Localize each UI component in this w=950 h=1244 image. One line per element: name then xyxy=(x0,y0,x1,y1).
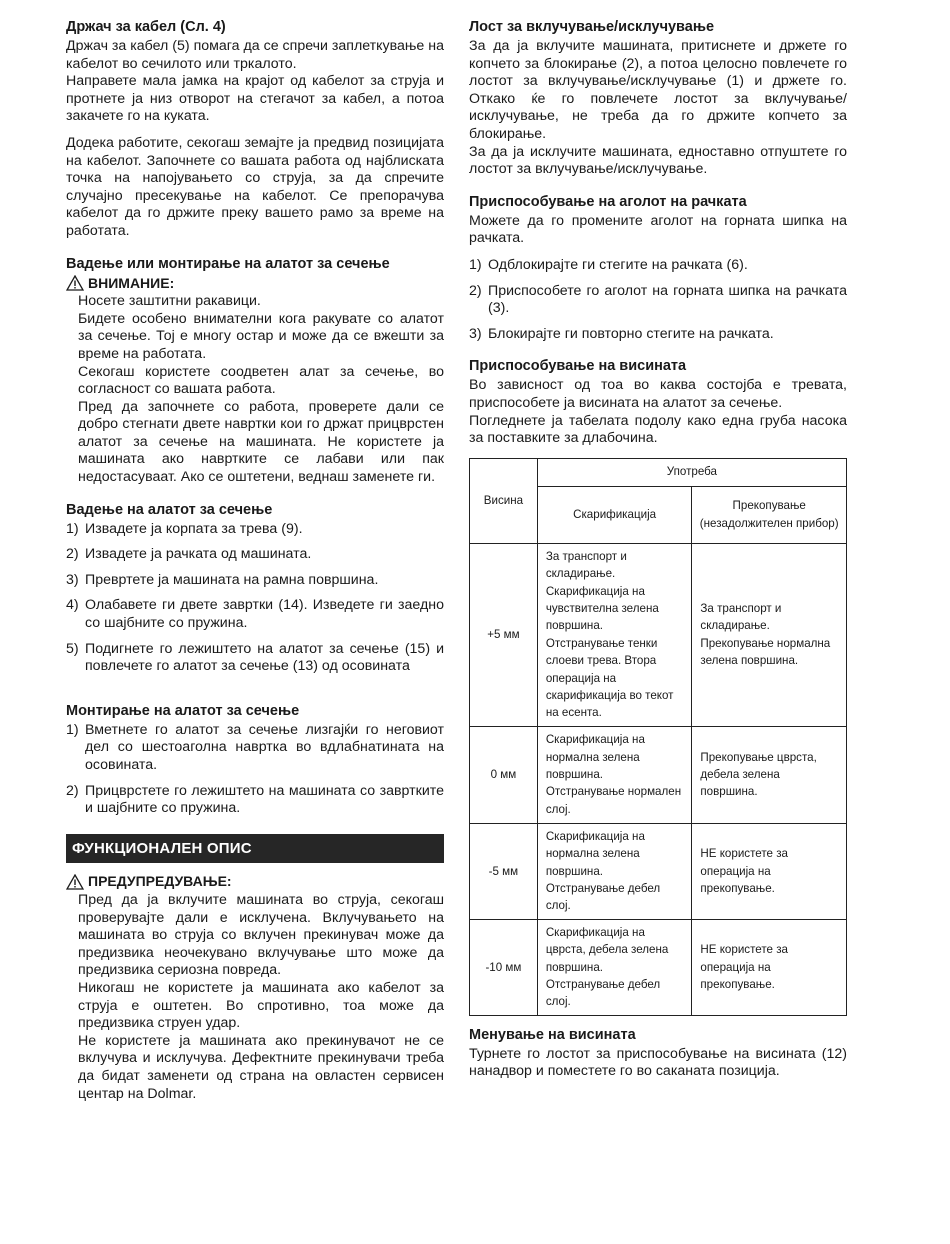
header-usage: Употреба xyxy=(537,458,846,486)
cell-height: -10 мм xyxy=(470,919,538,1015)
table-header-row xyxy=(470,458,847,486)
cable-holder-paragraph-2: Направете мала јамка на крајот од кабелот за струја и протнете ја низ отворот на стегачот за кабел, а потоа закачете го на куката. xyxy=(66,73,444,125)
height-adj-heading: Приспособување на висината xyxy=(469,358,687,375)
remove-install-heading: Вадење или монтирање на алатот за сечење xyxy=(66,255,390,272)
caution-line-2: Бидете особено внимателни кога ракувате со алатот за сечење. Тој е многу остар и може да се вжешти за време на работата. xyxy=(78,310,444,362)
removing-heading: Вадење на алатот за сечење xyxy=(66,501,273,518)
caution-header xyxy=(66,275,444,293)
cell-scarify: За транспорт и складирање. Скарификација на чувствителна зелена површина. Отстранување тенки слоеви трева. Втора операција на скарификација во текот на есента. xyxy=(537,543,692,726)
right-column xyxy=(469,18,847,1081)
cell-aerate: Прекопување цврста, дебела зелена површина. xyxy=(692,726,847,823)
cell-scarify: Скарификација на нормална зелена површина. Отстранување дебел слој. xyxy=(537,823,692,919)
list-item: 5) Подигнете го лежиштето на алатот за сечење (15) и повлечете го алатот за сечење (13) од осовината xyxy=(66,640,444,675)
table-row xyxy=(470,823,847,919)
caution-line-3: Секогаш користете соодветен алат за сечење, во согласност со вашата работа. xyxy=(78,363,444,398)
table-row xyxy=(470,543,847,726)
warning-label: ПРЕДУПРЕДУВАЊЕ: xyxy=(88,873,232,890)
list-item: 2) Прицврстете го лежиштето на машината со завртките и шајбните со пружина. xyxy=(66,782,444,817)
warning-header xyxy=(66,873,444,891)
table-row xyxy=(470,919,847,1015)
header-scarify: Скарификација xyxy=(537,486,692,543)
cable-holder-paragraph-1: Држач за кабел (5) помага да се спречи заплеткување на кабелот во сечилото или тркалото. xyxy=(66,38,444,72)
height-adj-paragraph-2: Погледнете ја табелата подолу како една груба насока за поставките за длабочина. xyxy=(469,412,847,447)
cell-aerate: За транспорт и складирање. Прекопување нормална зелена површина. xyxy=(692,543,847,726)
list-item: 3) Превртете ја машината на рамна површина. xyxy=(66,571,379,588)
functional-description-banner: ФУНКЦИОНАЛЕН ОПИС xyxy=(66,834,444,864)
switch-paragraph-1: За да ја вклучите машината, притиснете и држете го копчето за блокирање (2), а потоа целосно повлечете го лостот за вклучување/исклучување (1) и држете го. Откако ќе го повлечете лостот за вклучување/исклучување, не треба да го држите копчето за блокирање. xyxy=(469,38,847,142)
height-adj-paragraph-1: Во зависност од тоа во каква состојба е тревата, приспособете ја висината на алатот за сечење. xyxy=(469,377,847,411)
switch-paragraph-2: За да ја исклучите машината, едноставно отпуштете го лостот за вклучување/исклучување. xyxy=(469,143,847,178)
handle-angle-heading: Приспособување на аголот на рачката xyxy=(469,193,747,210)
left-column xyxy=(66,18,444,1103)
caution-label: ВНИМАНИЕ: xyxy=(88,274,175,291)
handle-angle-steps xyxy=(469,257,847,343)
cell-aerate: НЕ користете за операција на прекопување. xyxy=(692,919,847,1015)
cell-height: 0 мм xyxy=(470,726,538,823)
list-item: 2) Приспособете го аголот на горната шипка на рачката (3). xyxy=(469,282,847,317)
warning-triangle-icon xyxy=(66,874,84,890)
switch-heading: Лост за вклучување/исклучување xyxy=(469,19,715,35)
caution-line-4: Пред да започнете со работа, проверете дали се добро стегнати двете навртки кои го држат прицврстен алатот за сечење на машината. Не користете ја машината ако навртките се лабави или пак недостасуваат. Ако се оштетени, веднаш заменете ги. xyxy=(78,398,444,486)
cable-holder-paragraph-3: Додека работите, секогаш земајте ја предвид позицијата на кабелот. Започнете со вашата работа од најблиската точка на напојувањето со струја, за да спречите случајно пресекување на кабелот. Се препорачува кабелот да го држите преку вашето рамо за време на работата. xyxy=(66,134,444,239)
warning-line-2: Никогаш не користете ја машината ако кабелот за струја е оштетен. Во спротивно, тоа може да предизвика струен удар. xyxy=(78,979,444,1032)
cell-height: -5 мм xyxy=(470,823,538,919)
change-height-heading: Менување на висината xyxy=(469,1026,636,1043)
cable-holder-heading: Држач за кабел (Сл. 4) xyxy=(66,19,226,35)
mounting-steps xyxy=(66,722,444,818)
list-item: 2) Извадете ја рачката од машината. xyxy=(66,546,312,563)
cell-aerate: НЕ користете за операција на прекопување. xyxy=(692,823,847,919)
header-height: Висина xyxy=(470,458,538,543)
caution-line-1: Носете заштитни ракавици. xyxy=(78,293,261,310)
warning-line-3: Не користете ја машината ако прекинувачот не се вклучува и исклучува. Дефектните прекинувачи треба да бидат заменети од страна на овластен сервисен центар на Dolmar. xyxy=(78,1032,444,1102)
warning-triangle-icon xyxy=(66,275,84,291)
removing-steps xyxy=(66,521,444,676)
warning-body xyxy=(66,892,444,1103)
list-item: 4) Олабавете ги двете завртки (14). Изведете ги заедно со шајбните со пружина. xyxy=(66,597,444,632)
table-row xyxy=(470,726,847,823)
list-item: 1) Вметнете го алатот за сечење лизгајќи го неговиот дел со шестоаголна навртка во вдлабнатината на осовината. xyxy=(66,721,444,773)
list-item: 1) Извадете ја корпата за трева (9). xyxy=(66,520,303,537)
list-item: 1) Одблокирајте ги стегите на рачката (6). xyxy=(469,256,748,273)
handle-angle-intro: Можете да го промените аголот на горната шипка на рачката. xyxy=(469,212,847,247)
height-settings-table xyxy=(469,458,847,1016)
header-aerate: Прекопување (незадолжителен прибор) xyxy=(692,486,847,543)
change-height-paragraph: Турнете го лостот за приспособување на висината (12) нанадвор и поместете го во саканата позиција. xyxy=(469,1045,847,1080)
warning-line-1: Пред да ја вклучите машината во струја, секогаш проверувајте дали е исклучена. Вклучувањето на машината во струја со вклучен прекинувач може да предизвика неочекувано вклучување што може да предизвика сериозна повреда. xyxy=(78,891,444,979)
list-item: 3) Блокирајте ги повторно стегите на рачката. xyxy=(469,325,774,342)
cell-scarify: Скарификација на цврста, дебела зелена површина. Отстранување дебел слој. xyxy=(537,919,692,1015)
cell-scarify: Скарификација на нормална зелена површина. Отстранување нормален слој. xyxy=(537,726,692,823)
cell-height: +5 мм xyxy=(470,543,538,726)
caution-body xyxy=(66,293,444,487)
mounting-heading: Монтирање на алатот за сечење xyxy=(66,702,300,719)
